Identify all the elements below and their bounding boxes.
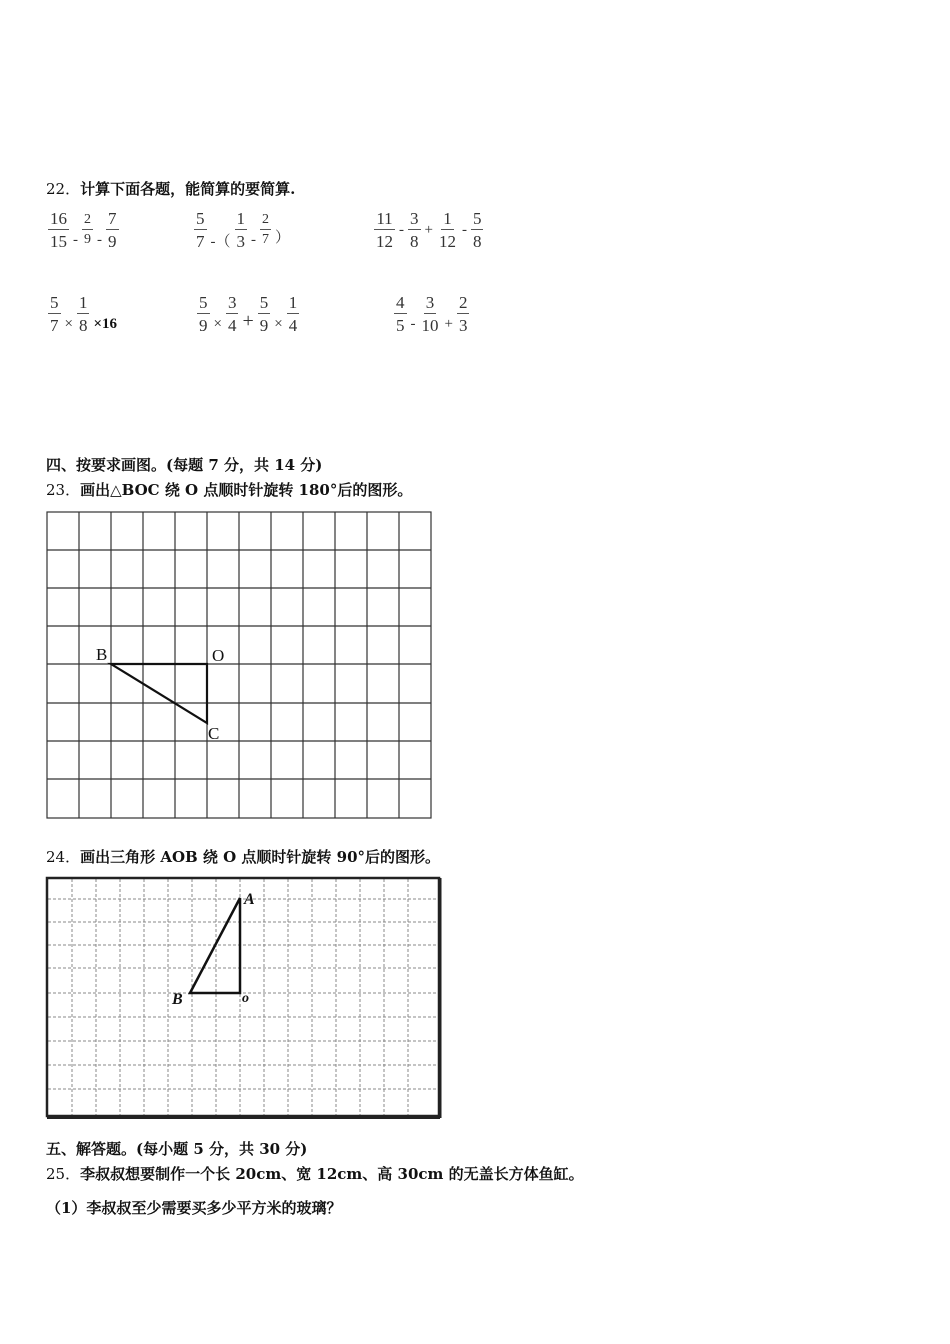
- fraction: $\frac{11}{12}$: [376, 209, 393, 251]
- expression-4: [46, 294, 119, 334]
- fraction: $\frac{1}{3}$: [236, 209, 245, 251]
- fraction: $\frac{1}{4}$: [288, 293, 298, 335]
- question-number: 23．: [46, 481, 81, 499]
- operator: +: [444, 315, 453, 332]
- grid-23: [46, 511, 434, 820]
- fraction: $\frac{4}{5}$: [396, 293, 405, 335]
- expression-2: [192, 210, 292, 250]
- operator: ×: [64, 315, 73, 332]
- fraction: $\frac{2}{9}$: [84, 212, 91, 247]
- operator: -: [399, 221, 404, 238]
- question-number: 24．: [46, 848, 81, 866]
- operator: +: [424, 221, 433, 238]
- fraction: $\frac{3}{4}$: [227, 293, 237, 335]
- operator: -: [461, 221, 467, 238]
- fraction: $\frac{5}{7}$: [50, 293, 59, 335]
- question-text: 李叔叔想要制作一个长 20cm、宽 12cm、高 30cm 的无盖长方体鱼缸。: [80, 1165, 584, 1183]
- question-text: 画出三角形 AOB 绕 O 点顺时针旋转 90°后的图形。: [80, 848, 441, 866]
- question-22: [46, 178, 295, 199]
- label-o: o: [242, 991, 249, 1006]
- question-25-part-1: （1）李叔叔至少需要买多少平方米的玻璃？: [46, 1199, 342, 1217]
- triangle-boc: [111, 664, 207, 723]
- operator: -: [97, 231, 102, 248]
- fraction: $\frac{1}{12}$: [438, 209, 456, 251]
- operator: ×: [213, 315, 222, 332]
- operator: ×16: [93, 315, 118, 332]
- operator: -（: [210, 233, 231, 250]
- fraction: $\frac{1}{8}$: [78, 293, 88, 335]
- operator: ）: [275, 229, 291, 246]
- section-5-title: 五、解答题。(每小题 5 分，共 30 分): [46, 1140, 308, 1158]
- question-number: 22．: [46, 180, 81, 198]
- fraction: $\frac{2}{7}$: [262, 212, 269, 247]
- fraction: $\frac{3}{8}$: [410, 209, 419, 251]
- question-23: [46, 479, 412, 500]
- operator: -: [251, 231, 256, 248]
- question-25: [46, 1163, 584, 1184]
- fraction: $\frac{5}{7}$: [196, 209, 205, 251]
- label-b: B: [172, 991, 183, 1008]
- question-text: 计算下面各题，能简算的要简算.: [80, 180, 296, 198]
- fraction: $\frac{5}{9}$: [259, 293, 269, 335]
- question-number: 25．: [46, 1165, 81, 1183]
- expression-1: [46, 210, 121, 250]
- operator: +: [242, 309, 254, 332]
- label-o: O: [212, 646, 225, 665]
- fraction: $\frac{2}{3}$: [458, 293, 468, 335]
- question-24: [46, 846, 440, 867]
- fraction: $\frac{16}{15}$: [50, 209, 67, 251]
- label-a: A: [244, 891, 255, 908]
- expression-6: [392, 294, 471, 334]
- question-text: 画出△BOC 绕 O 点顺时针旋转 180°后的图形。: [80, 481, 413, 499]
- label-b: B: [96, 645, 108, 664]
- fraction: $\frac{5}{8}$: [472, 209, 482, 251]
- operator: ×: [274, 315, 283, 332]
- section-4-title: 四、按要求画图。(每题 7 分，共 14 分): [46, 456, 323, 474]
- grid-24: [44, 875, 442, 1121]
- label-c: C: [208, 724, 220, 743]
- operator: -: [73, 231, 78, 248]
- fraction: $\frac{7}{9}$: [108, 209, 117, 251]
- operator: -: [410, 315, 416, 332]
- expression-3: [372, 210, 485, 250]
- triangle-aob: [190, 898, 240, 993]
- fraction: $\frac{3}{10}$: [421, 293, 439, 335]
- fraction: $\frac{5}{9}$: [199, 293, 208, 335]
- expression-5: [195, 294, 301, 334]
